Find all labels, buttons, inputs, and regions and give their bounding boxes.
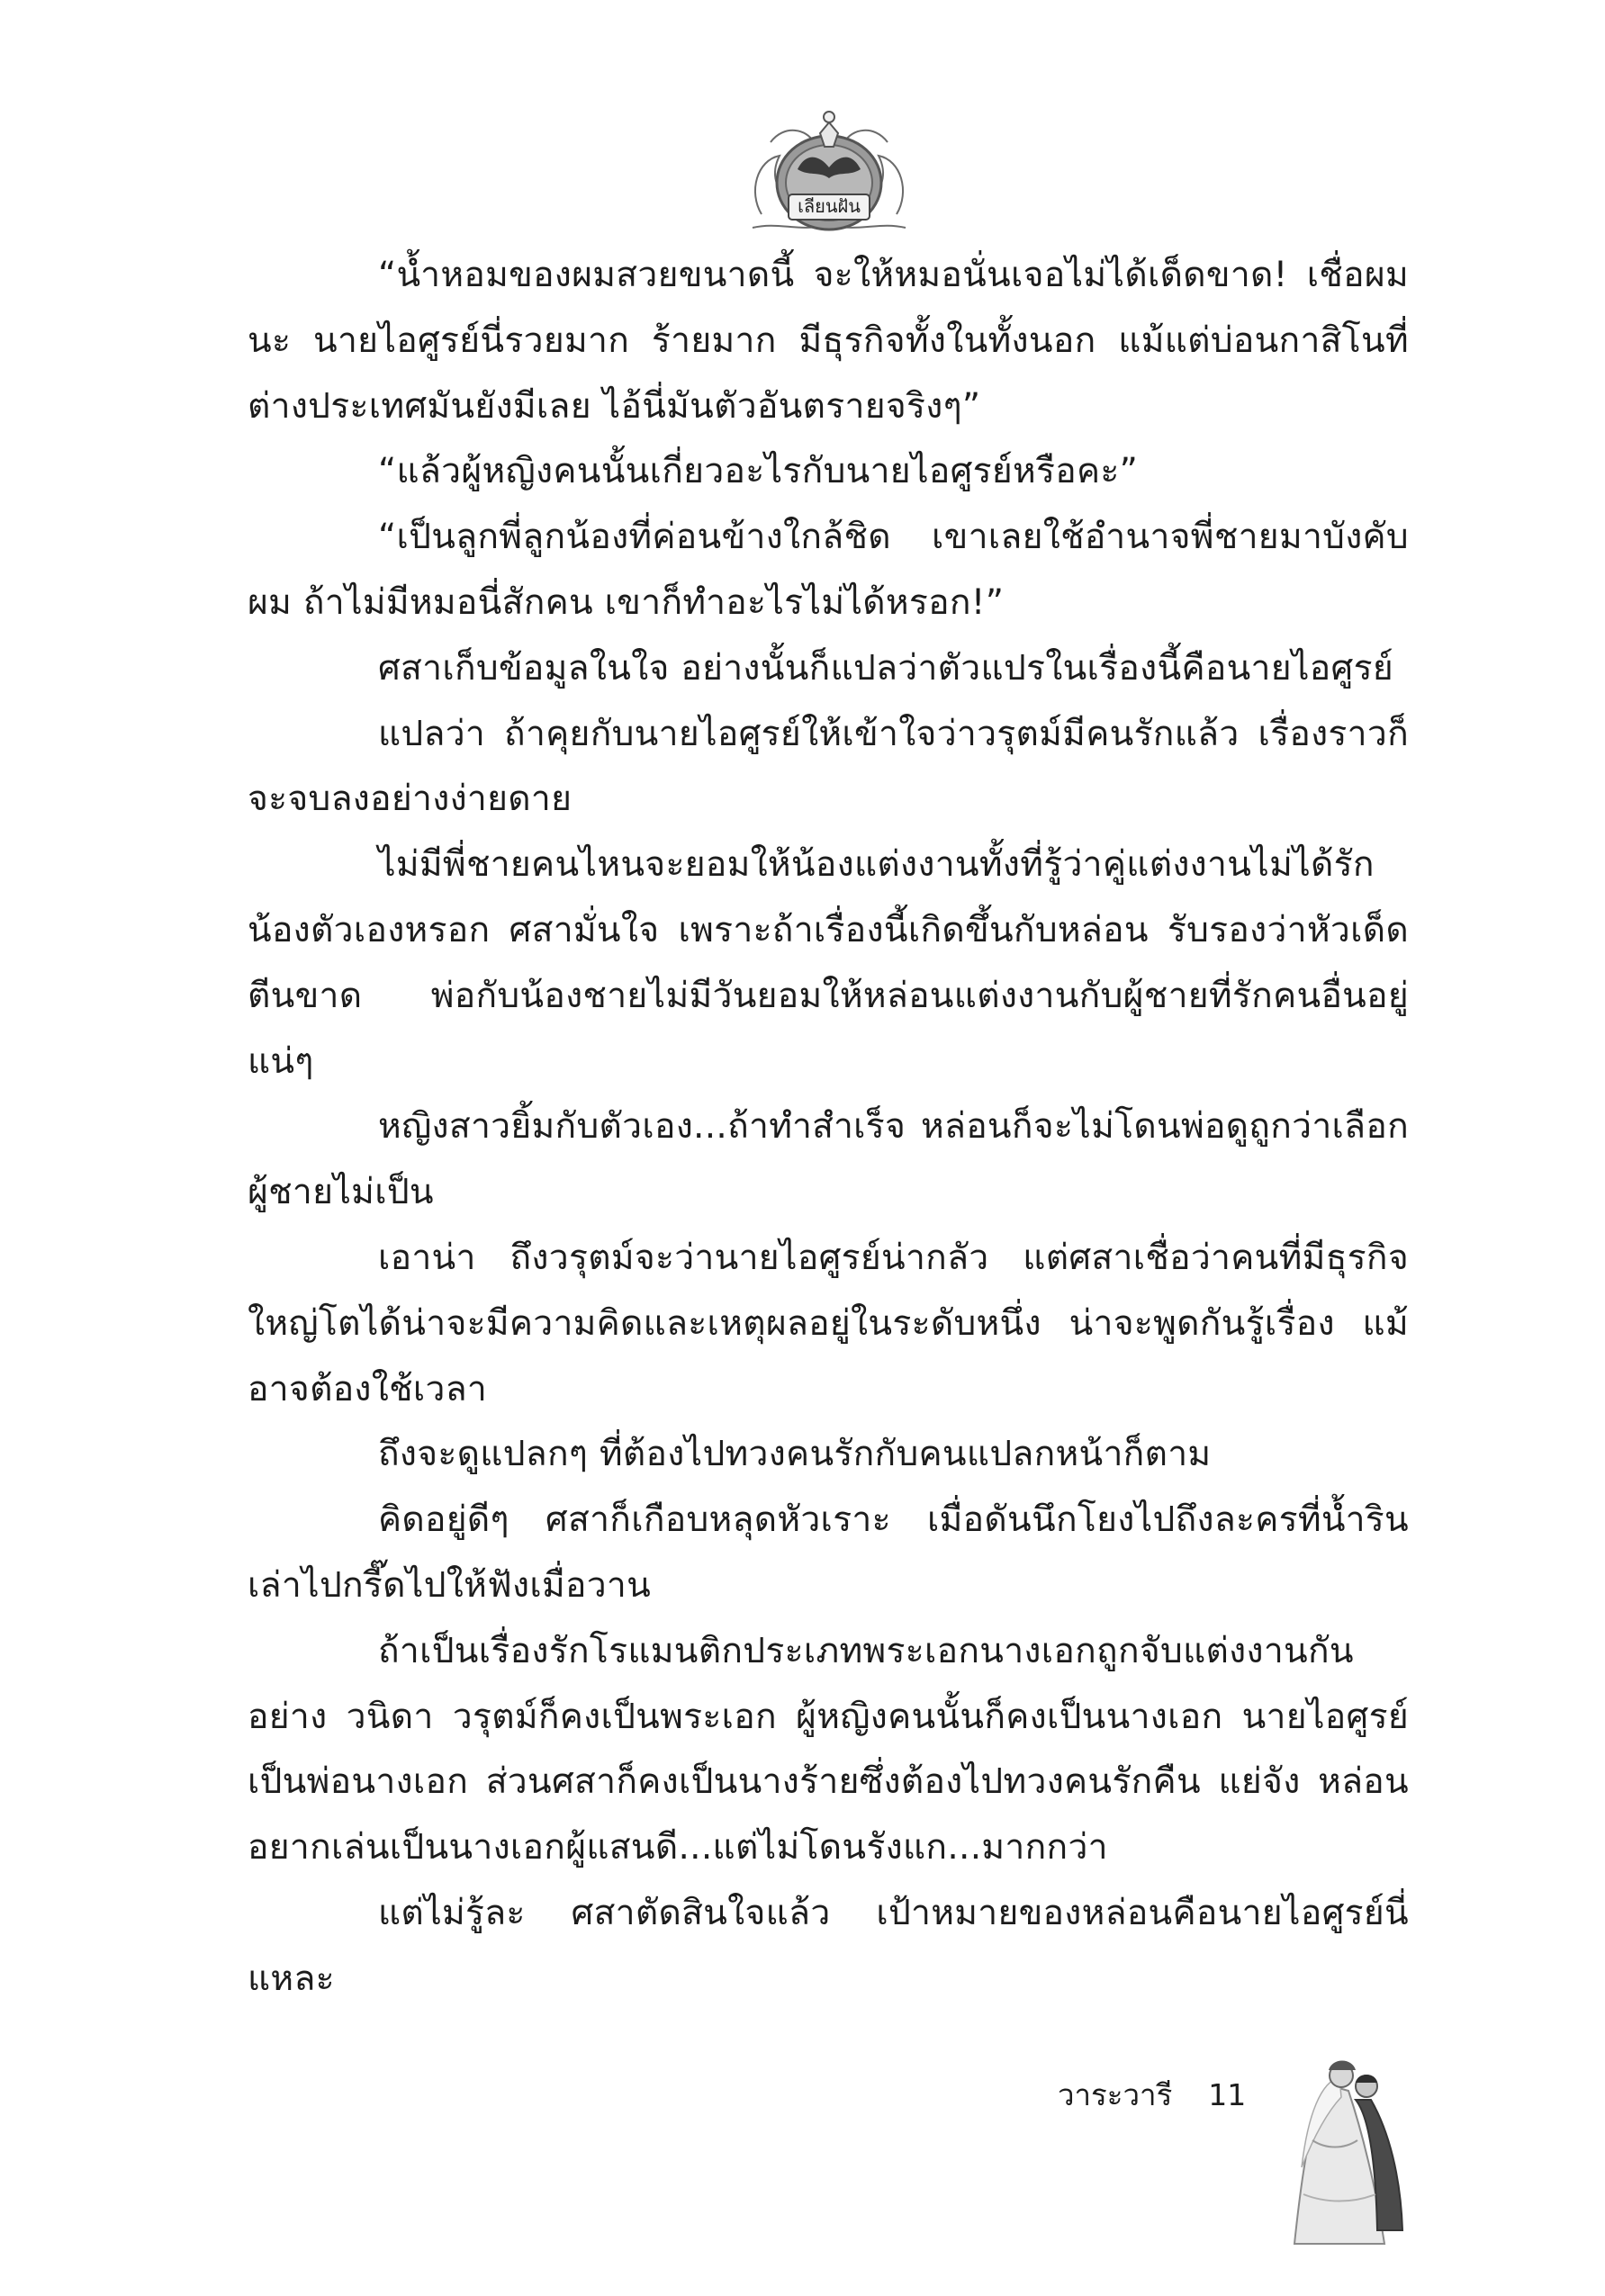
page-number: 11 (1208, 2076, 1247, 2112)
page-footer (1058, 2072, 1246, 2117)
logo-text: เลียนฝัน (798, 195, 861, 217)
paragraph: เอาน่า ถึงวรุตม์จะว่านายไอศูรย์น่ากลัว แต่ศสาเชื่อว่าคนที่มีธุรกิจใหญ่โตได้น่าจะมีความคิดและเหตุผลอยู่ในระดับหนึ่ง น่าจะพูดกันรู้เรื่อง แม้อาจต้องใช้เวลา (248, 1237, 1409, 1409)
bride-groom-illustration-icon (1276, 2050, 1411, 2257)
body-text (248, 243, 1409, 2012)
paragraph: “เป็นลูกพี่ลูกน้องที่ค่อนข้างใกล้ชิด เขาเลยใช้อำนาจพี่ชายมาบังคับผม ถ้าไม่มีหมอนี่สักคน เขาก็ทำอะไรไม่ได้หรอก!” (248, 517, 1409, 623)
paragraph: แต่ไม่รู้ละ ศสาตัดสินใจแล้ว เป้าหมายของหล่อนคือนายไอศูรย์นี่แหละ (248, 1892, 1409, 1999)
paragraph: “น้ำหอมของผมสวยขนาดนี้ จะให้หมอนั่นเจอไม่ได้เด็ดขาด! เชื่อผมนะ นายไอศูรย์นี่รวยมาก ร้ายมาก มีธุรกิจทั้งในทั้งนอก แม้แต่บ่อนกาสิโนที่ต่างประเทศมันยังมีเลย ไอ้นี่มันตัวอันตรายจริงๆ” (248, 255, 1409, 427)
paragraph: ศสาเก็บข้อมูลในใจ อย่างนั้นก็แปลว่าตัวแปรในเรื่องนี้คือนายไอศูรย์ (378, 647, 1393, 689)
book-title: วาระวารี (1058, 2076, 1173, 2112)
ornate-crest-icon (744, 106, 915, 241)
paragraph: ไม่มีพี่ชายคนไหนจะยอมให้น้องแต่งงานทั้งที่รู้ว่าคู่แต่งงานไม่ได้รักน้องตัวเองหรอก ศสามั่นใจ เพราะถ้าเรื่องนี้เกิดขึ้นกับหล่อน รับรองว่าหัวเด็ดตีนขาด พ่อกับน้องชายไม่มีวันยอมให้หล่อนแต่งงานกับผู้ชายที่รักคนอื่นอยู่แน่ๆ (248, 844, 1409, 1082)
paragraph: คิดอยู่ดีๆ ศสาก็เกือบหลุดหัวเราะ เมื่อดันนึกโยงไปถึงละครที่น้ำรินเล่าไปกรี๊ดไปให้ฟังเมื่อวาน (248, 1499, 1409, 1606)
paragraph: “แล้วผู้หญิงคนนั้นเกี่ยวอะไรกับนายไอศูรย์หรือคะ” (378, 451, 1139, 492)
paragraph: หญิงสาวยิ้มกับตัวเอง...ถ้าทำสำเร็จ หล่อนก็จะไม่โดนพ่อดูถูกว่าเลือกผู้ชายไม่เป็น (248, 1106, 1409, 1213)
paragraph: แปลว่า ถ้าคุยกับนายไอศูรย์ให้เข้าใจว่าวรุตม์มีคนรักแล้ว เรื่องราวก็จะจบลงอย่างง่ายดาย (248, 713, 1409, 820)
paragraph: ถึงจะดูแปลกๆ ที่ต้องไปทวงคนรักกับคนแปลกหน้าก็ตาม (378, 1434, 1212, 1475)
paragraph: ถ้าเป็นเรื่องรักโรแมนติกประเภทพระเอกนางเอกถูกจับแต่งงานกัน อย่าง วนิดา วรุตม์ก็คงเป็นพระเอก ผู้หญิงคนนั้นก็คงเป็นนางเอก นายไอศูรย์เป็นพ่อนางเอก ส่วนศสาก็คงเป็นนางร้ายซึ่งต้องไปทวงคนรักคืน แย่จัง หล่อนอยากเล่นเป็นนางเอกผู้แสนดี...แต่ไม่โดนรังแก...มากกว่า (248, 1630, 1409, 1868)
